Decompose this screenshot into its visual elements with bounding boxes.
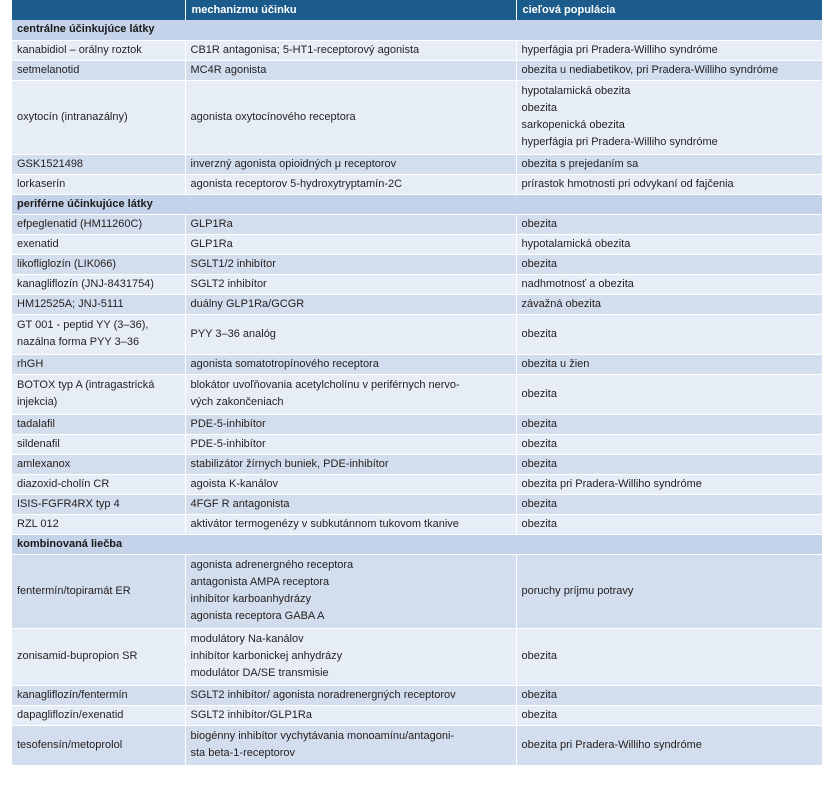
- cell-mechanism-line: CB1R antagonisa; 5-HT1-receptorový agonista: [190, 43, 420, 56]
- header-population: cieľová populácia: [516, 0, 822, 20]
- table-row: [12, 60, 822, 80]
- cell-mechanism: [185, 254, 516, 274]
- cell-mechanism-line: blokátor uvoľňovania acetylcholínu v periférnych nervo-: [190, 379, 460, 391]
- cell-population-line: poruchy príjmu potravy: [521, 584, 634, 597]
- cell-mechanism-line: agonista receptorov 5-hydroxytryptamín-2C: [190, 177, 403, 190]
- cell-population: [516, 705, 822, 725]
- section-title: periférne účinkujúce látky: [12, 194, 822, 214]
- cell-substance: [12, 294, 185, 314]
- cell-mechanism-line: agonista somatotropínového receptora: [190, 357, 379, 370]
- cell-mechanism-line: agoista K-kanálov: [190, 477, 278, 490]
- cell-mechanism: [185, 314, 516, 354]
- table-row: [12, 40, 822, 60]
- cell-mechanism-line: SGLT1/2 inhibítor: [190, 257, 276, 270]
- cell-mechanism-line: vých zakončeniach: [190, 396, 284, 408]
- cell-substance: [12, 454, 185, 474]
- cell-substance: [12, 80, 185, 154]
- table-row: [12, 214, 822, 234]
- cell-substance-line: GT 001 - peptid YY (3–36),: [17, 319, 149, 331]
- cell-population: [516, 474, 822, 494]
- cell-substance: [12, 434, 185, 454]
- table-row: [12, 434, 822, 454]
- cell-mechanism-line: agonista receptora GABA A: [190, 610, 325, 622]
- cell-population: [516, 40, 822, 60]
- cell-substance-line: ISIS-FGFR4RX typ 4: [17, 497, 120, 510]
- cell-population: [516, 354, 822, 374]
- section-title: centrálne účinkujúce látky: [12, 20, 822, 40]
- table-row: [12, 354, 822, 374]
- table-row: [12, 494, 822, 514]
- cell-population: [516, 80, 822, 154]
- cell-population: [516, 294, 822, 314]
- section-row: [12, 534, 822, 554]
- cell-substance-line: likofliglozín (LIK066): [17, 257, 117, 270]
- cell-substance: [12, 274, 185, 294]
- cell-mechanism: [185, 554, 516, 628]
- cell-mechanism: [185, 60, 516, 80]
- cell-mechanism: [185, 494, 516, 514]
- cell-mechanism: [185, 514, 516, 534]
- table-row: [12, 725, 822, 765]
- cell-population-line: hyperfágia pri Pradera-Williho syndróme: [521, 136, 718, 148]
- cell-mechanism-line: modulátor DA/SE transmisie: [190, 667, 329, 679]
- cell-substance: [12, 154, 185, 174]
- table-body: [12, 20, 822, 765]
- cell-substance-line: kanagliflozín (JNJ-8431754): [17, 277, 154, 290]
- table-row: [12, 414, 822, 434]
- cell-population-line: sarkopenická obezita: [521, 119, 625, 131]
- cell-population-line: obezita u nediabetikov, pri Pradera-Williho syndróme: [521, 63, 779, 76]
- cell-mechanism: [185, 274, 516, 294]
- cell-substance-line: kanabidiol – orálny roztok: [17, 43, 142, 56]
- cell-substance: [12, 354, 185, 374]
- cell-substance: [12, 174, 185, 194]
- table-row: [12, 154, 822, 174]
- cell-population-line: obezita: [521, 387, 557, 400]
- cell-mechanism: [185, 174, 516, 194]
- cell-population: [516, 154, 822, 174]
- cell-substance-line: tesofensín/metoprolol: [17, 738, 123, 751]
- table-row: [12, 80, 822, 154]
- cell-population: [516, 434, 822, 454]
- cell-mechanism-line: GLP1Ra: [190, 237, 233, 250]
- cell-population: [516, 554, 822, 628]
- cell-mechanism-line: modulátory Na-kanálov: [190, 633, 304, 645]
- cell-substance-line: setmelanotid: [17, 63, 80, 76]
- cell-substance: [12, 40, 185, 60]
- cell-population-line: hypotalamická obezita: [521, 237, 631, 250]
- cell-mechanism: [185, 685, 516, 705]
- cell-mechanism: [185, 214, 516, 234]
- cell-mechanism: [185, 628, 516, 685]
- cell-substance-line: diazoxid-cholín CR: [17, 477, 110, 490]
- cell-mechanism-line: stabilizátor žírnych buniek, PDE-inhibítor: [190, 457, 389, 470]
- cell-substance: [12, 685, 185, 705]
- cell-substance-line: HM12525A; JNJ-5111: [17, 297, 124, 310]
- cell-substance: [12, 514, 185, 534]
- cell-substance-line: RZL 012: [17, 517, 59, 530]
- cell-substance-line: lorkaserín: [17, 177, 66, 190]
- cell-population-line: obezita: [521, 708, 557, 721]
- cell-mechanism: [185, 705, 516, 725]
- cell-substance-line: tadalafil: [17, 417, 55, 430]
- cell-population-line: závažná obezita: [521, 297, 601, 310]
- cell-substance: [12, 705, 185, 725]
- cell-population-line: obezita: [521, 327, 557, 340]
- cell-substance: [12, 60, 185, 80]
- cell-population: [516, 234, 822, 254]
- cell-substance: [12, 474, 185, 494]
- cell-mechanism-line: 4FGF R antagonista: [190, 497, 290, 510]
- cell-substance: [12, 725, 185, 765]
- cell-mechanism: [185, 454, 516, 474]
- cell-substance-line: amlexanox: [17, 457, 71, 470]
- cell-substance-line: efpeglenatid (HM11260C): [17, 217, 143, 230]
- cell-mechanism: [185, 234, 516, 254]
- cell-population-line: obezita u žien: [521, 357, 590, 370]
- cell-substance: [12, 374, 185, 414]
- cell-population-line: obezita: [521, 437, 557, 450]
- header-substance: [12, 0, 185, 20]
- cell-substance-line: BOTOX typ A (intragastrická: [17, 379, 155, 391]
- cell-population-line: obezita: [521, 517, 557, 530]
- cell-population: [516, 628, 822, 685]
- cell-mechanism-line: sta beta-1-receptorov: [190, 747, 296, 759]
- cell-substance: [12, 494, 185, 514]
- table-row: [12, 514, 822, 534]
- cell-population-line: obezita: [521, 650, 557, 662]
- section-title: kombinovaná liečba: [12, 534, 822, 554]
- cell-mechanism-line: duálny GLP1Ra/GCGR: [190, 297, 305, 310]
- drug-table: [12, 0, 822, 766]
- cell-mechanism: [185, 434, 516, 454]
- cell-mechanism: [185, 40, 516, 60]
- cell-population: [516, 725, 822, 765]
- table-row: [12, 314, 822, 354]
- cell-substance-line: kanagliflozín/fentermín: [17, 688, 128, 701]
- cell-substance: [12, 314, 185, 354]
- cell-mechanism: [185, 414, 516, 434]
- cell-substance-line: sildenafil: [17, 437, 60, 450]
- cell-population: [516, 254, 822, 274]
- cell-substance-line: injekcia): [17, 396, 58, 408]
- cell-population-line: obezita s prejedaním sa: [521, 157, 639, 170]
- cell-mechanism: [185, 374, 516, 414]
- cell-population: [516, 494, 822, 514]
- table-row: [12, 454, 822, 474]
- cell-population: [516, 374, 822, 414]
- cell-substance: [12, 254, 185, 274]
- cell-mechanism-line: SGLT2 inhibítor: [190, 277, 267, 290]
- cell-substance: [12, 234, 185, 254]
- cell-population-line: obezita pri Pradera-Williho syndróme: [521, 738, 702, 751]
- cell-population-line: obezita: [521, 457, 557, 470]
- table-row: [12, 554, 822, 628]
- cell-mechanism-line: PDE-5-inhibítor: [190, 417, 266, 430]
- cell-population: [516, 174, 822, 194]
- cell-substance-line: GSK1521498: [17, 157, 84, 170]
- cell-population: [516, 274, 822, 294]
- cell-population: [516, 514, 822, 534]
- cell-population-line: obezita: [521, 217, 557, 230]
- cell-population-line: obezita: [521, 417, 557, 430]
- cell-population: [516, 214, 822, 234]
- cell-population-line: hyperfágia pri Pradera-Williho syndróme: [521, 43, 718, 56]
- cell-population-line: obezita: [521, 497, 557, 510]
- table-row: [12, 274, 822, 294]
- cell-population-line: nadhmotnosť a obezita: [521, 277, 634, 290]
- table-row: [12, 234, 822, 254]
- cell-mechanism: [185, 725, 516, 765]
- cell-mechanism-line: GLP1Ra: [190, 217, 233, 230]
- cell-substance-line: dapagliflozín/exenatid: [17, 708, 124, 721]
- cell-population-line: obezita: [521, 257, 557, 270]
- cell-mechanism: [185, 154, 516, 174]
- cell-mechanism-line: biogénny inhibítor vychytávania monoamínu/antagoni-: [190, 730, 455, 742]
- cell-substance: [12, 414, 185, 434]
- cell-mechanism-line: inverzný agonista opioidných μ receptorov: [190, 157, 397, 170]
- cell-population: [516, 414, 822, 434]
- cell-substance: [12, 214, 185, 234]
- cell-mechanism-line: agonista adrenergného receptora: [190, 559, 354, 571]
- cell-population-line: obezita: [521, 102, 557, 114]
- table-row: [12, 705, 822, 725]
- cell-substance-line: nazálna forma PYY 3–36: [17, 336, 140, 348]
- cell-population-line: prírastok hmotnosti pri odvykaní od fajčenia: [521, 177, 734, 190]
- table-row: [12, 174, 822, 194]
- table-row: [12, 254, 822, 274]
- table-header: [12, 0, 822, 20]
- cell-mechanism-line: inhibítor karbonickej anhydrázy: [190, 650, 343, 662]
- cell-mechanism-line: SGLT2 inhibítor/ agonista noradrenergných receptorov: [190, 688, 456, 701]
- cell-mechanism: [185, 354, 516, 374]
- cell-mechanism-line: inhibítor karboanhydrázy: [190, 593, 311, 605]
- cell-population-line: obezita: [521, 688, 557, 701]
- cell-population: [516, 314, 822, 354]
- cell-substance-line: zonisamid-bupropion SR: [17, 650, 138, 662]
- cell-substance-line: rhGH: [17, 357, 44, 370]
- cell-mechanism-line: SGLT2 inhibítor/GLP1Ra: [190, 708, 312, 721]
- cell-population: [516, 454, 822, 474]
- cell-mechanism: [185, 474, 516, 494]
- cell-substance: [12, 628, 185, 685]
- header-mechanism: mechanizmu účinku: [185, 0, 516, 20]
- cell-population: [516, 685, 822, 705]
- cell-population: [516, 60, 822, 80]
- table-row: [12, 685, 822, 705]
- cell-population-line: obezita pri Pradera-Williho syndróme: [521, 477, 702, 490]
- section-row: [12, 194, 822, 214]
- cell-substance-line: fentermín/topiramát ER: [17, 584, 131, 597]
- table-row: [12, 374, 822, 414]
- cell-mechanism-line: PDE-5-inhibítor: [190, 437, 266, 450]
- cell-substance: [12, 554, 185, 628]
- cell-substance-line: exenatid: [17, 237, 59, 250]
- cell-mechanism-line: antagonista AMPA receptora: [190, 576, 330, 588]
- table-row: [12, 628, 822, 685]
- cell-mechanism-line: MC4R agonista: [190, 63, 267, 76]
- cell-mechanism: [185, 80, 516, 154]
- cell-mechanism-line: PYY 3–36 analóg: [190, 327, 276, 340]
- cell-mechanism-line: agonista oxytocínového receptora: [190, 110, 356, 123]
- section-row: [12, 20, 822, 40]
- table-row: [12, 474, 822, 494]
- table-row: [12, 294, 822, 314]
- cell-mechanism-line: aktivátor termogenézy v subkutánnom tukovom tkanive: [190, 517, 459, 530]
- cell-mechanism: [185, 294, 516, 314]
- cell-substance-line: oxytocín (intranazálny): [17, 110, 128, 123]
- cell-population-line: hypotalamická obezita: [521, 85, 631, 97]
